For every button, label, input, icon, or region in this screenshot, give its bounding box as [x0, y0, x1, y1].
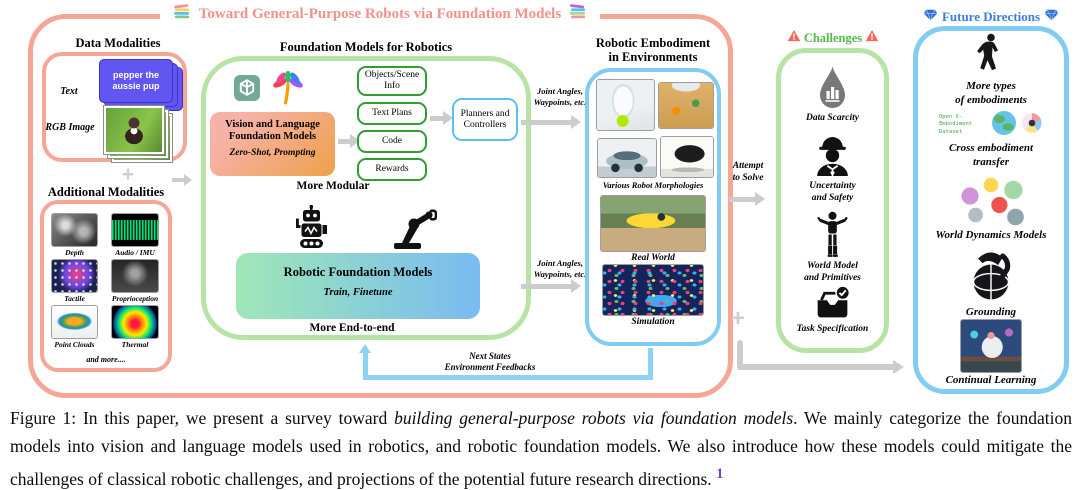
output-text-plans: Text Plans [357, 102, 427, 125]
audio-imu-image [112, 214, 158, 246]
puppy-photo [104, 106, 164, 154]
figure-1: Toward General-Purpose Robots via Foundation Models Data Modalities Text pepper the aussie pup RGB Image + Additional Modalities Depth Audio / IMU Tactile Proprioception Point Clouds Thermal and more.... Foundation Models for Robotics Vision and Language Foundation Models Zero-Shot, Prompting Objects/Scene Info Text Plans Code Rewards Planners and Controllers More Modular Robotic Foundation Models Train, Finetune More End-to-end Joint Angles, Waypoints, etc. Joint Angles, Waypoints, etc. Robotic Embodiment in Environments Various Robot Morphologies Real World Simulation Attempt to Solve Challenges Data Scarcity Uncertainty and Safety World Model and Primitives Task Specification + Future Directions More types of embodiments Open X-Embodiment Dataset Cross embodiment transfer World Dynamics Models Grounding Continual Learning Next States Environment Feedbacks Figure 1: In this paper, we present a survey toward building general-purpose robots via foundation models. We mainly categorize the foundation models into vision and language models used in robotics, and robotic foundation models. We also introduce how these models could mitigate the challenges of classical robotic challenges, and projections of the potential future research directions. $^1$ [0, 0, 1080, 490]
audio-imu-label: Audio / IMU [115, 248, 155, 257]
point-clouds-image [52, 306, 97, 338]
elbow-arrow-horizontal [737, 364, 895, 370]
depth-label: Depth [65, 248, 84, 257]
foundation-models-title: Foundation Models for Robotics [279, 40, 453, 54]
text-card: pepper the aussie pup [100, 60, 172, 102]
output-code: Code [357, 130, 427, 153]
world-model-icon [815, 211, 850, 264]
main-title-bar [160, 4, 600, 24]
car-photo [598, 139, 656, 177]
feedback-arrow-up [363, 352, 368, 380]
grounding-image [963, 247, 1019, 309]
humanoid-image [974, 33, 1006, 83]
robot-arm-photo [597, 80, 654, 130]
plus-sign-challenges: + [730, 305, 745, 332]
planners-controllers-box: Planners and Controllers [452, 98, 518, 141]
vlfm-box [210, 112, 335, 176]
rfm-box [236, 253, 480, 319]
output-rewards: Rewards [357, 158, 427, 181]
arrow-attempt-to-solve [729, 197, 755, 202]
world-dynamics-image [956, 176, 1026, 226]
simulation-label: Simulation [631, 317, 675, 327]
task-specification-label: Task Specification [796, 324, 869, 334]
arrow-vlfm-to-outputs [338, 139, 350, 144]
figure-caption [10, 404, 1072, 490]
open-x-embodiment-text: Open X-Embodiment Dataset [939, 113, 973, 135]
rgb-image-label: RGB Image [45, 122, 95, 133]
warning-icon [865, 29, 879, 47]
proprioception-image [112, 260, 158, 292]
warning-icon [787, 29, 801, 47]
task-specification-icon [813, 284, 852, 327]
tactile-image [52, 260, 97, 292]
caption-emphasis: building general-purpose robots via foundation models [394, 408, 794, 428]
and-more-label: and more.... [86, 355, 126, 364]
arrow-models-to-embodiment-bottom [521, 284, 571, 289]
more-end-to-end-label: More End-to-end [309, 322, 395, 334]
challenges-title-bar [778, 29, 888, 47]
caption-footnote-marker: 1 [716, 466, 724, 482]
real-world-photo [601, 196, 705, 251]
arrow-left-to-models [172, 178, 184, 182]
data-scarcity-icon [817, 64, 848, 115]
robot-arm-icon [391, 204, 437, 254]
uncertainty-safety-icon [812, 133, 853, 183]
open-x-embodiment-logo [926, 110, 1056, 140]
thermal-image [112, 306, 158, 338]
text-modality-label: Text [60, 86, 78, 97]
diamond-icon [1044, 8, 1059, 26]
main-title: Toward General-Purpose Robots via Foundation Models [198, 5, 562, 22]
output-objects-scene-info: Objects/Scene Info [357, 66, 427, 96]
continual-learning-image [961, 320, 1021, 372]
data-modalities-title: Data Modalities [75, 36, 161, 50]
robot-icon [295, 205, 328, 255]
books-icon [173, 4, 191, 24]
additional-modalities-title: Additional Modalities [47, 185, 165, 199]
data-scarcity-label: Data Scarcity [805, 113, 860, 123]
embodiment-pie-icon [1021, 112, 1043, 139]
diamond-icon [923, 8, 938, 26]
proprioception-label: Proprioception [111, 294, 159, 303]
morphologies-label: Various Robot Morphologies [602, 180, 704, 190]
feedback-path-horizontal [363, 375, 653, 380]
openai-icon [234, 75, 260, 106]
world-dynamics-label: World Dynamics Models [935, 229, 1047, 241]
rfm-subtitle: Train, Finetune [323, 287, 393, 298]
point-clouds-label: Point Clouds [54, 340, 95, 349]
real-world-label: Real World [631, 253, 675, 263]
caption-prefix: Figure 1: In this paper, we present a survey toward [10, 408, 395, 428]
books-icon [569, 4, 587, 24]
rfm-title: Robotic Foundation Models [283, 265, 433, 279]
arrow-outputs-to-planners [430, 116, 443, 121]
future-title-bar [916, 8, 1066, 26]
embodiment-title-line1: Robotic Embodiment [595, 36, 711, 50]
challenges-title: Challenges [803, 30, 863, 45]
depth-image [52, 214, 97, 246]
embodiment-title-line2: in Environments [608, 50, 698, 64]
vlfm-title: Vision and Language Foundation Models [225, 119, 320, 142]
vlfm-subtitle: Zero-Shot, Prompting [229, 148, 316, 158]
tactile-label: Tactile [64, 294, 85, 303]
thermal-label: Thermal [121, 340, 149, 349]
manipulation-photo [659, 83, 713, 128]
more-modular-label: More Modular [296, 180, 370, 192]
continual-learning-label: Continual Learning [945, 374, 1037, 386]
simulation-photo [603, 265, 703, 315]
globe-icon [991, 110, 1017, 141]
legged-robot-photo [661, 137, 713, 177]
palm-icon [271, 71, 305, 110]
plus-sign-modalities: + [121, 163, 135, 186]
grounding-label: Grounding [965, 306, 1017, 318]
caption-rest: . We mainly categorize the foundation models into vision and language models used in robotics, and robotic foundation models. We also introduce how these models could mitigate the challenges of classical robotic challenges, and projections of the potential future research directions. [10, 408, 1072, 489]
future-title: Future Directions [941, 9, 1041, 24]
feedback-path-right [648, 348, 653, 378]
arrow-models-to-embodiment-top [521, 120, 571, 125]
elbow-arrow-head [893, 360, 904, 374]
